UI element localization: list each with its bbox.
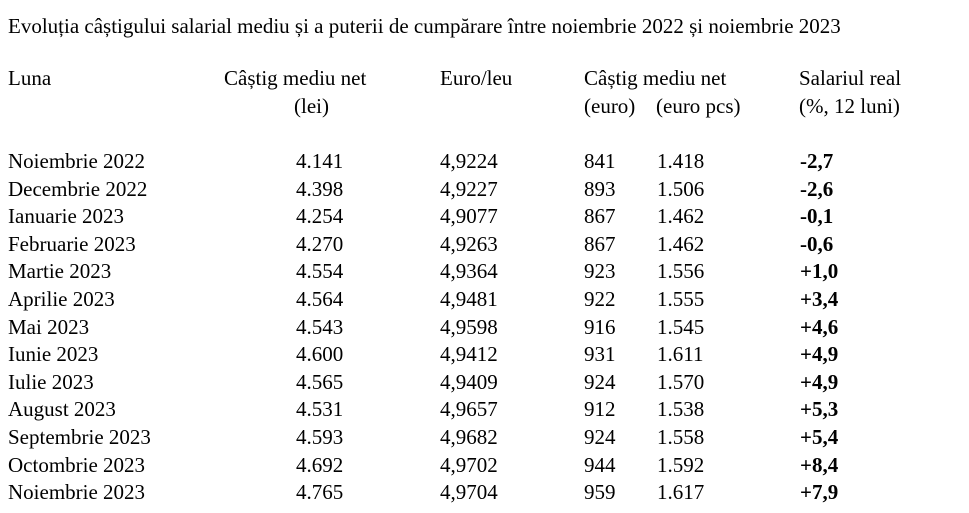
header-salariul-real-unit: (%, 12 luni)	[799, 94, 900, 118]
cell-euro-leu: 4,9657	[440, 397, 498, 422]
cell-euro-leu: 4,9702	[440, 452, 498, 477]
cell-salariul-real: +4,9	[800, 342, 839, 367]
cell-luna: Octombrie 2023	[8, 452, 146, 477]
cell-euro-leu: 4,9364	[440, 259, 498, 284]
cell-euro-leu: 4,9227	[440, 176, 498, 201]
cell-luna: Martie 2023	[8, 259, 112, 284]
cell-castig-lei: 4.543	[296, 314, 344, 339]
document-title: Evoluția câștigului salarial mediu și a puterii de cumpărare între noiembrie 2022 și noiembrie 2023	[8, 14, 841, 38]
cell-castig-lei: 4.254	[296, 204, 344, 229]
cell-luna: Februarie 2023	[8, 231, 136, 256]
cell-salariul-real: +4,9	[800, 369, 839, 394]
cell-castig-euro-pcs: 1.506	[657, 176, 705, 201]
cell-luna: Ianuarie 2023	[8, 204, 125, 229]
header-luna: Luna	[8, 66, 52, 90]
cell-castig-euro: 959	[584, 480, 616, 505]
header-castig-lei: Câștig mediu net	[224, 66, 367, 90]
cell-euro-leu: 4,9682	[440, 425, 498, 449]
cell-euro-leu: 4,9704	[440, 480, 498, 505]
cell-castig-euro-pcs: 1.611	[657, 342, 704, 367]
cell-castig-lei: 4.593	[296, 425, 344, 449]
cell-castig-euro: 867	[584, 204, 616, 229]
cell-castig-lei: 4.600	[296, 342, 344, 367]
cell-luna: Iunie 2023	[8, 342, 99, 367]
cell-salariul-real: +7,9	[800, 480, 839, 505]
cell-castig-lei: 4.141	[296, 149, 344, 173]
cell-castig-euro: 924	[584, 369, 616, 394]
cell-salariul-real: +3,4	[800, 287, 839, 311]
cell-luna: Septembrie 2023	[8, 425, 151, 449]
cell-luna: Noiembrie 2022	[8, 149, 146, 173]
cell-luna: Aprilie 2023	[8, 287, 115, 311]
cell-castig-lei: 4.398	[296, 176, 344, 201]
cell-castig-euro-pcs: 1.617	[657, 480, 705, 505]
cell-castig-euro: 867	[584, 231, 616, 256]
cell-luna: Iulie 2023	[8, 369, 94, 394]
cell-castig-euro-pcs: 1.556	[657, 259, 705, 284]
cell-castig-lei: 4.765	[296, 480, 344, 505]
cell-castig-lei: 4.531	[296, 397, 344, 422]
cell-luna: Mai 2023	[8, 314, 90, 339]
header-salariul-real: Salariul real	[799, 66, 902, 90]
cell-castig-euro-pcs: 1.592	[657, 452, 705, 477]
cell-castig-euro: 912	[584, 397, 616, 422]
cell-luna: Decembrie 2022	[8, 176, 148, 201]
header-castig-euro-unit: (euro)	[584, 94, 636, 118]
header-euro-leu: Euro/leu	[440, 66, 513, 90]
cell-castig-euro-pcs: 1.545	[657, 314, 705, 339]
cell-euro-leu: 4,9263	[440, 231, 498, 256]
cell-salariul-real: -0,6	[800, 231, 834, 256]
cell-castig-lei: 4.692	[296, 452, 344, 477]
cell-castig-euro-pcs: 1.418	[657, 149, 705, 173]
cell-castig-euro: 893	[584, 176, 616, 201]
cell-salariul-real: -0,1	[800, 204, 834, 229]
cell-castig-euro: 924	[584, 425, 616, 449]
cell-castig-euro: 916	[584, 314, 616, 339]
cell-castig-euro-pcs: 1.558	[657, 425, 705, 449]
cell-euro-leu: 4,9412	[440, 342, 498, 367]
cell-salariul-real: -2,7	[800, 149, 834, 173]
cell-castig-euro: 922	[584, 287, 616, 311]
cell-salariul-real: +5,3	[800, 397, 839, 422]
header-castig-euro: Câștig mediu net	[584, 66, 727, 90]
cell-castig-euro: 931	[584, 342, 616, 367]
cell-luna: August 2023	[8, 397, 116, 422]
cell-castig-euro-pcs: 1.555	[657, 287, 705, 311]
cell-castig-lei: 4.554	[296, 259, 344, 284]
cell-euro-leu: 4,9224	[440, 149, 498, 173]
cell-castig-lei: 4.565	[296, 369, 344, 394]
cell-castig-euro-pcs: 1.538	[657, 397, 705, 422]
cell-castig-euro: 944	[584, 452, 616, 477]
cell-salariul-real: +5,4	[800, 425, 839, 449]
cell-salariul-real: +1,0	[800, 259, 839, 284]
header-castig-lei-unit: (lei)	[294, 94, 329, 118]
header-castig-euro-pcs-unit: (euro pcs)	[656, 94, 741, 118]
cell-castig-euro-pcs: 1.570	[657, 369, 705, 394]
cell-euro-leu: 4,9598	[440, 314, 498, 339]
cell-salariul-real: +4,6	[800, 314, 839, 339]
cell-castig-euro: 923	[584, 259, 616, 284]
cell-castig-lei: 4.564	[296, 287, 344, 311]
cell-castig-lei: 4.270	[296, 231, 344, 256]
cell-castig-euro-pcs: 1.462	[657, 204, 705, 229]
cell-castig-euro: 841	[584, 149, 616, 173]
cell-salariul-real: +8,4	[800, 452, 839, 477]
cell-castig-euro-pcs: 1.462	[657, 231, 705, 256]
cell-luna: Noiembrie 2023	[8, 480, 146, 505]
cell-euro-leu: 4,9481	[440, 287, 498, 311]
cell-salariul-real: -2,6	[800, 176, 834, 201]
cell-euro-leu: 4,9409	[440, 369, 498, 394]
cell-euro-leu: 4,9077	[440, 204, 498, 229]
